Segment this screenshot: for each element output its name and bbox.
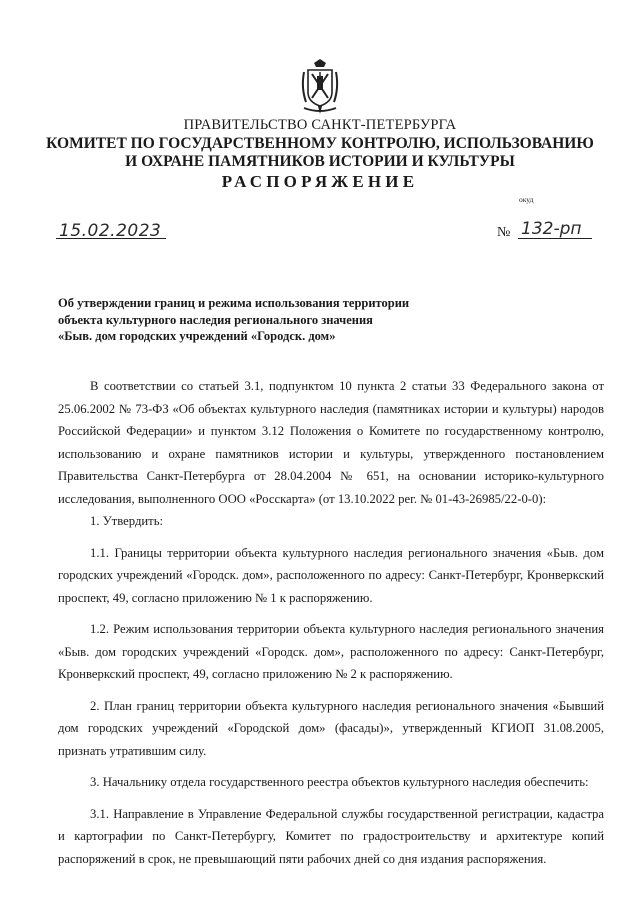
subject-line: «Быв. дом городских учреждений «Городск. дом» [58, 329, 336, 343]
number-sign: № [497, 225, 511, 240]
okud-label: окуд [519, 195, 534, 204]
committee-name-line1: КОМИТЕТ ПО ГОСУДАРСТВЕННОМУ КОНТРОЛЮ, ИСПОЛЬЗОВАНИЮ [46, 135, 594, 152]
clause-3-1: 3.1. Направление в Управление Федеральной службы государственной регистрации, кадастра и картографии по Санкт-Петербургу, Комитет по градостроительству и архитектуре копий распоряжений в срок, не превышающий пяти рабочих дней со дня издания распоряжения. [58, 806, 604, 866]
document-body [58, 375, 604, 870]
document-date: 15.02.2023 [59, 221, 162, 241]
clause-1-1: 1.1. Границы территории объекта культурного наследия регионального значения «Быв. дом городских учреждений «Городск. дом», расположенного по адресу: Санкт-Петербург, Кронверкский проспект, 49, согласно приложению № 1 к распоряжению. [58, 545, 604, 605]
clause-2: 2. План границ территории объекта культурного наследия регионального значения «Бывший дом городских учреждений «Городской дом» (фасады)», утвержденный КГИОП 31.08.2005, признать утратившим силу. [58, 698, 604, 758]
clause-3: 3. Начальнику отдела государственного реестра объектов культурного наследия обеспечить: [90, 775, 589, 789]
document-number: 132-рп [521, 219, 582, 239]
subject-line: Об утверждении границ и режима использования территории [58, 296, 410, 310]
date-underline [56, 238, 166, 239]
subject-line: объекта культурного наследия регионального значения [58, 312, 373, 327]
government-name: ПРАВИТЕЛЬСТВО САНКТ-ПЕТЕРБУРГА [183, 117, 457, 133]
number-underline [518, 238, 592, 239]
preamble-paragraph: В соответствии со статьей 3.1, подпунктом 10 пункта 2 статьи 33 Федерального закона от 25.06.2002 № 73-ФЗ «Об объектах культурного наследия (памятниках истории и культуры) народов Российской Федерации» и пунктом 3.12 Положения о Комитете по государственному контролю, использованию и охране памятников истории и культуры, утвержденного постановлением Правительства Санкт-Петербурга от 28.04.2004 № 651, на основании историко-культурного исследования, выполненного ООО «Росскарта» (от 13.10.2022 рег. № 01-43-26985/22-0-0): [58, 379, 604, 506]
committee-name-line2: И ОХРАНЕ ПАМЯТНИКОВ ИСТОРИИ И КУЛЬТУРЫ [125, 153, 515, 170]
document-type: РАСПОРЯЖЕНИЕ [221, 172, 419, 191]
coat-of-arms-icon [298, 58, 342, 116]
document-subject [58, 295, 478, 345]
clause-1-2: 1.2. Режим использования территории объекта культурного наследия регионального значения «Быв. дом городских учреждений «Городск. дом», расположенного по адресу: Санкт-Петербург, Кронверкский проспект, 49, согласно приложению № 2 к распоряжению. [58, 622, 604, 681]
clause-1: 1. Утвердить: [90, 514, 164, 528]
